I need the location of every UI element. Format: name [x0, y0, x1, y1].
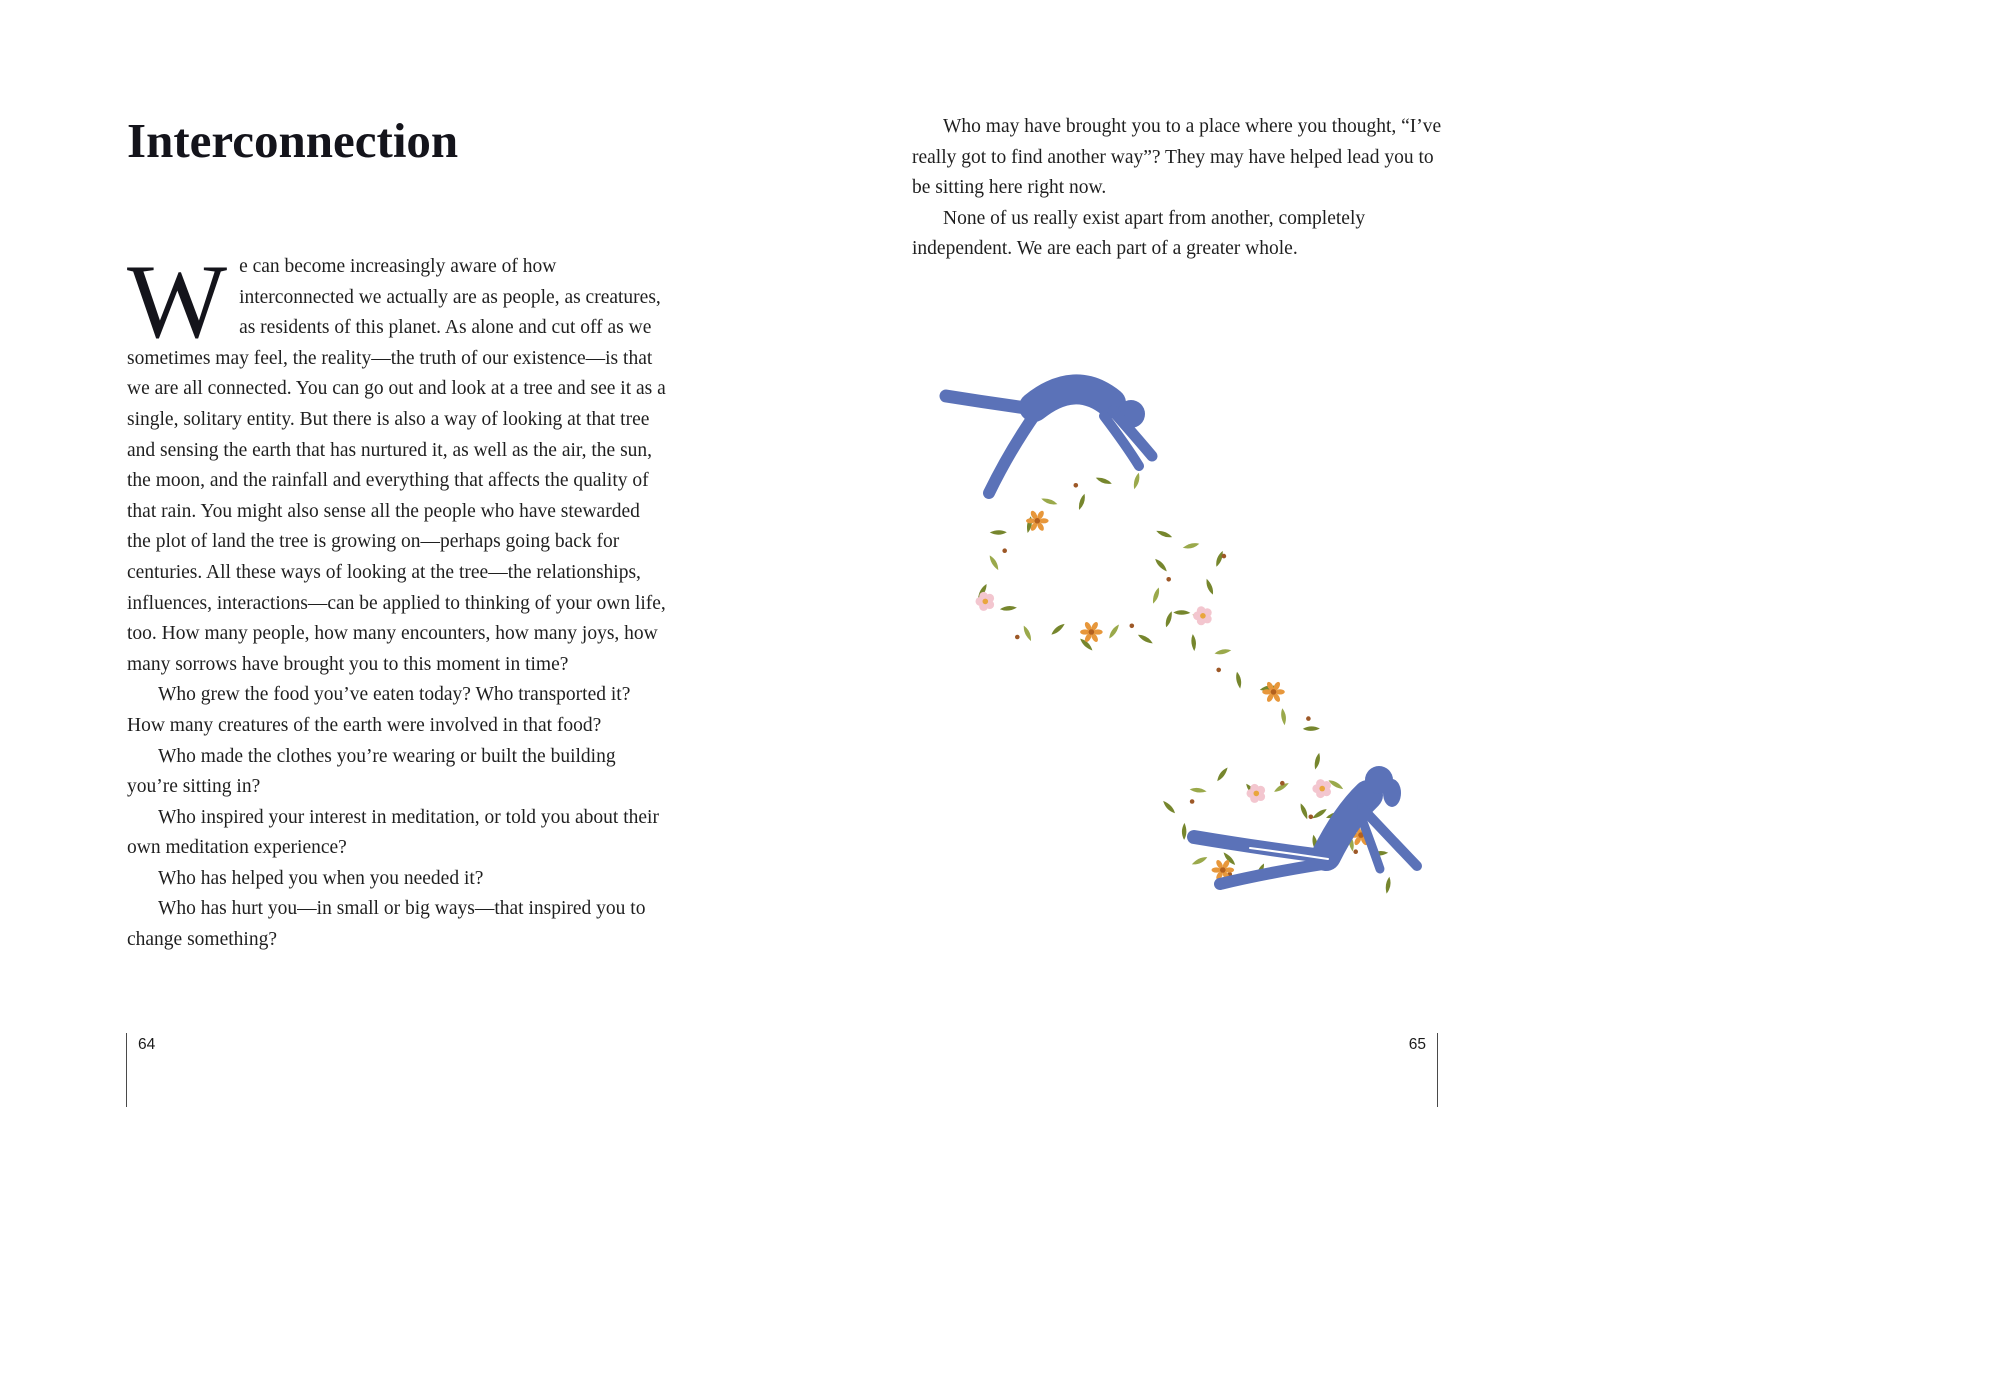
left-page-body — [127, 243, 667, 956]
drop-cap: W — [127, 243, 228, 360]
left-page — [127, 112, 667, 956]
page-number: 65 — [1408, 1036, 1426, 1053]
paragraph: Who made the clothes you’re wearing or built the building you’re sitting in? — [127, 745, 616, 798]
footer-rule — [1437, 1033, 1438, 1107]
chapter-title: Interconnection — [127, 113, 459, 168]
illustration-container — [930, 352, 1470, 937]
paragraph — [127, 243, 667, 680]
right-page — [912, 112, 1444, 265]
paragraph-text: e can become increasingly aware of how interconnected we actually are as people, as creatures, as residents of this planet. As alone and cut off as we sometimes may feel, the reality—the truth of our existence—is that we are all connected. You can go out and look at a tree and see it as a single, solitary entity. But there is also a way of looking at that tree and sensing the earth that has nurtured it, as well as the air, the sun, the moon, and the rainfall and everything that affects the quality of that rain. You might also sense all the people who have stewarded the plot of land the tree is growing on—perhaps going back for centuries. All these ways of looking at the tree—the relationships, influences, interactions—can be applied to thinking of your own life, too. How many people, how many encounters, how many joys, how many sorrows have brought you to this moment in time? — [127, 256, 666, 675]
paragraph: Who grew the food you’ve eaten today? Who transported it? How many creatures of the earth were involved in that food? — [127, 684, 631, 736]
vine-flowers — [976, 510, 1373, 881]
interconnection-illustration — [930, 352, 1470, 937]
paragraph: Who has helped you when you needed it? — [158, 867, 484, 889]
paragraph: Who has hurt you—in small or big ways—that inspired you to change something? — [127, 898, 646, 951]
paragraph: Who may have brought you to a place where you thought, “I’ve really got to find another way”? They may have helped lead you to be sitting here right now. — [912, 116, 1442, 199]
page-number: 64 — [138, 1036, 156, 1053]
left-page-footer — [126, 1033, 155, 1107]
paragraph: Who inspired your interest in meditation, or told you about their own meditation experience? — [127, 806, 659, 859]
footer-rule — [126, 1033, 127, 1107]
vine-berry-dots — [1002, 483, 1358, 877]
right-page-footer — [1409, 1033, 1438, 1107]
paragraph: None of us really exist apart from another, completely independent. We are each part of a greater whole. — [912, 207, 1366, 260]
diving-figure — [946, 389, 1152, 493]
